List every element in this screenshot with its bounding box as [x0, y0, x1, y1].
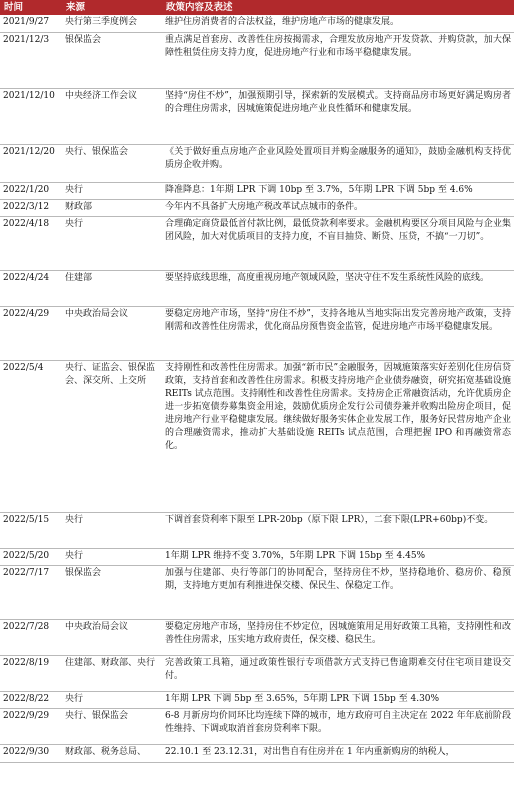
cell-source: 央行 [62, 548, 162, 565]
table-row [0, 565, 514, 619]
cell-date: 2021/12/10 [0, 88, 62, 144]
cell-content: 6-8 月新房均价同环比均连续下降的城市，地方政府可自主决定在 2022 年年底前阶段性维持、下调或取消首套房贷利率下限。 [162, 708, 514, 744]
cell-content: 降准降息：1年期 LPR 下调 10bp 至 3.7%，5年期 LPR 下调 5bp 至 4.6% [162, 182, 514, 199]
table-row [0, 306, 514, 360]
cell-content: 1年期 LPR 维持不变 3.70%，5年期 LPR 下调 15bp 至 4.45% [162, 548, 514, 565]
cell-date: 2022/5/20 [0, 548, 62, 565]
cell-date: 2022/5/4 [0, 360, 62, 512]
cell-source: 央行 [62, 182, 162, 199]
cell-content: 重点满足首套房、改善性住房按揭需求，合理发放房地产开发贷款、并购贷款，加大保障性租赁住房支持力度，促进房地产行业和市场平稳健康发展。 [162, 32, 514, 88]
cell-content: 合理确定商贷最低首付款比例，最低贷款利率要求。金融机构要区分项目风险与企业集团风险，加大对优质项目的支持力度，不盲目抽贷、断贷、压贷，不搞“一刀切”。 [162, 216, 514, 270]
table-row [0, 199, 514, 216]
cell-source: 财政部 [62, 199, 162, 216]
cell-source: 央行 [62, 216, 162, 270]
table-row [0, 216, 514, 270]
cell-source: 央行、银保监会 [62, 708, 162, 744]
table-row [0, 270, 514, 306]
cell-source: 央行第三季度例会 [62, 15, 162, 32]
table-row [0, 32, 514, 88]
cell-source: 住建部 [62, 270, 162, 306]
cell-content: 1年期 LPR 下调 5bp 至 3.65%，5年期 LPR 下调 15bp 至 4.30% [162, 691, 514, 708]
header-content: 政策内容及表述 [162, 0, 514, 15]
cell-date: 2022/4/18 [0, 216, 62, 270]
cell-content: 坚持“房住不炒”，加强预期引导，探索新的发展模式。支持商品房市场更好满足购房者的合理住房需求，因城施策促进房地产业良性循环和健康发展。 [162, 88, 514, 144]
table-row [0, 548, 514, 565]
cell-source: 中央政治局会议 [62, 306, 162, 360]
cell-content: 要稳定房地产市场，坚持房住不炒定位，因城施策用足用好政策工具箱，支持刚性和改善性住房需求，压实地方政府责任，保交楼、稳民生。 [162, 619, 514, 655]
table-row [0, 360, 514, 512]
cell-content: 《关于做好重点房地产企业风险处置项目并购金融服务的通知》，鼓励金融机构支持优质房企收并购。 [162, 144, 514, 182]
cell-content: 支持刚性和改善性住房需求。加强“新市民”金融服务，因城施策落实好差别化住房信贷政策，支持首套和改善性住房需求。积极支持房地产企业债券融资，研究拓宽基础设施 REITs 试点范围。支持刚性和改善性住房需求。支持房企正常融资活动，允许优质房企进一步拓宽债券募集资金用途，鼓励优质房企发行公司债券兼并收购出险房企项目，促进房地产行业平稳健康发展。继续做好服务实体企业发展工作，服务好民营房地产企业的合理融资需求，推动扩大基础设施 REITs 试点范围，合理把握 IPO 和再融资常态化。 [162, 360, 514, 512]
cell-date: 2021/12/20 [0, 144, 62, 182]
cell-date: 2022/7/28 [0, 619, 62, 655]
cell-source: 住建部、财政部、央行 [62, 655, 162, 691]
cell-source: 央行 [62, 691, 162, 708]
header-source: 来源 [62, 0, 162, 15]
cell-date: 2022/3/12 [0, 199, 62, 216]
cell-date: 2022/4/29 [0, 306, 62, 360]
header-date: 时间 [0, 0, 62, 15]
cell-source: 中央政治局会议 [62, 619, 162, 655]
cell-date: 2022/5/15 [0, 512, 62, 548]
cell-date: 2022/9/29 [0, 708, 62, 744]
table-row [0, 512, 514, 548]
cell-date: 2022/1/20 [0, 182, 62, 199]
table-row [0, 655, 514, 691]
cell-date: 2021/12/3 [0, 32, 62, 88]
table-row [0, 88, 514, 144]
table-row [0, 144, 514, 182]
table-row [0, 708, 514, 744]
cell-date: 2022/8/19 [0, 655, 62, 691]
cell-date: 2022/7/17 [0, 565, 62, 619]
cell-source: 银保监会 [62, 32, 162, 88]
cell-source: 央行、证监会、银保监会、深交所、上交所 [62, 360, 162, 512]
cell-source: 银保监会 [62, 565, 162, 619]
table-row [0, 691, 514, 708]
cell-content: 加强与住建部、央行等部门的协同配合，坚持房住不炒，坚持稳地价、稳房价、稳预期，支持地方更加有利推进保交楼、保民生、保稳定工作。 [162, 565, 514, 619]
cell-date: 2022/8/22 [0, 691, 62, 708]
table-header-row [0, 0, 514, 15]
cell-content: 22.10.1 至 23.12.31，对出售自有住房并在 1 年内重新购房的纳税人， [162, 744, 514, 762]
cell-source: 央行 [62, 512, 162, 548]
cell-content: 今年内不具备扩大房地产税改革试点城市的条件。 [162, 199, 514, 216]
cell-content: 要坚持底线思维，高度重视房地产领域风险，坚决守住不发生系统性风险的底线。 [162, 270, 514, 306]
table-row [0, 182, 514, 199]
cell-content: 维护住房消费者的合法权益，维护房地产市场的健康发展。 [162, 15, 514, 32]
cell-source: 中央经济工作会议 [62, 88, 162, 144]
table-row [0, 619, 514, 655]
table-row [0, 15, 514, 32]
cell-content: 下调首套贷利率下限至 LPR-20bp（原下限 LPR），二套下限(LPR+60bp)不变。 [162, 512, 514, 548]
cell-date: 2021/9/27 [0, 15, 62, 32]
table-row [0, 744, 514, 762]
cell-content: 要稳定房地产市场，坚持“房住不炒”，支持各地从当地实际出发完善房地产政策，支持刚需和改善性住房需求，优化商品房预售资金监管，促进房地产市场平稳健康发展。 [162, 306, 514, 360]
cell-source: 央行、银保监会 [62, 144, 162, 182]
cell-date: 2022/9/30 [0, 744, 62, 762]
cell-content: 完善政策工具箱，通过政策性银行专项借款方式支持已售逾期难交付住宅项目建设交付。 [162, 655, 514, 691]
cell-source: 财政部、税务总局、 [62, 744, 162, 762]
cell-date: 2022/4/24 [0, 270, 62, 306]
